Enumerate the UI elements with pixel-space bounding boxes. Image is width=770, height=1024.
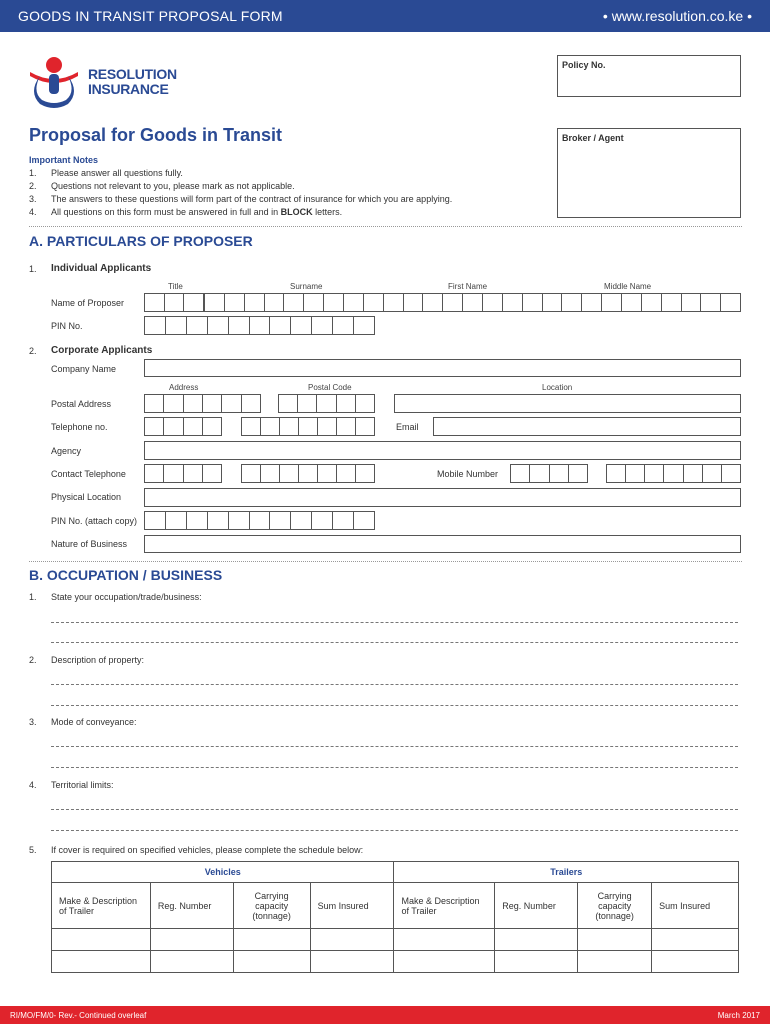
company-name-input[interactable] <box>144 359 741 377</box>
form-header-title: GOODS IN TRANSIT PROPOSAL FORM <box>18 8 283 24</box>
divider <box>29 226 742 227</box>
nature-of-business-label: Nature of Business <box>51 539 128 549</box>
company-name-label: Company Name <box>51 364 117 374</box>
table-cell[interactable] <box>578 929 652 951</box>
property-answer-line-1[interactable] <box>51 684 738 685</box>
table-row <box>52 929 739 951</box>
col-location: Location <box>542 383 573 392</box>
footer-bar <box>0 1006 770 1024</box>
divider <box>29 561 742 562</box>
item-number: 5. <box>29 845 37 855</box>
table-row <box>52 951 739 973</box>
table-cell[interactable] <box>52 929 151 951</box>
col-title: Title <box>168 282 183 291</box>
footer-reference: RI/MO/FM/0- Rev.- Continued overleaf <box>10 1011 147 1020</box>
pin-input[interactable] <box>144 316 375 335</box>
page-title: Proposal for Goods in Transit <box>29 125 283 145</box>
occupation-answer-line-1[interactable] <box>51 622 738 623</box>
broker-agent-label: Broker / Agent <box>562 133 624 143</box>
corporate-pin-input[interactable] <box>144 511 375 530</box>
table-cell[interactable] <box>233 951 310 973</box>
conveyance-answer-line-1[interactable] <box>51 746 738 747</box>
table-cell[interactable] <box>233 929 310 951</box>
email-label: Email <box>396 422 419 432</box>
location-input[interactable] <box>394 394 741 413</box>
territorial-answer-line-2[interactable] <box>51 830 738 831</box>
col-header: Make & Description of Trailer <box>394 883 495 929</box>
telephone-input-1[interactable] <box>144 417 222 436</box>
footer-date: March 2017 <box>717 1011 760 1020</box>
broker-agent-box[interactable] <box>557 128 741 218</box>
mobile-number-input-2[interactable] <box>606 464 741 483</box>
email-input[interactable] <box>433 417 741 436</box>
contact-telephone-input-2[interactable] <box>241 464 375 483</box>
col-first-name: First Name <box>448 282 488 291</box>
logo-text-line2: INSURANCE <box>88 81 169 97</box>
logo <box>26 52 186 110</box>
table-cell[interactable] <box>495 929 578 951</box>
vehicle-schedule-table <box>51 861 739 973</box>
policy-number-label: Policy No. <box>562 60 606 70</box>
note-item: 4. All questions on this form must be answered in full and in BLOCK letters. <box>29 207 343 217</box>
table-cell[interactable] <box>150 929 233 951</box>
col-header: Carrying capacity (tonnage) <box>578 883 652 929</box>
col-header: Reg. Number <box>150 883 233 929</box>
notes-list <box>29 167 452 219</box>
title-input[interactable] <box>144 293 204 312</box>
table-cell[interactable] <box>310 929 394 951</box>
col-middle-name: Middle Name <box>604 282 652 291</box>
pin-label: PIN No. <box>51 321 83 331</box>
occupation-answer-line-2[interactable] <box>51 642 738 643</box>
table-cell[interactable] <box>652 951 739 973</box>
physical-location-label: Physical Location <box>51 492 122 502</box>
item-number: 2. <box>29 655 37 665</box>
territorial-answer-line-1[interactable] <box>51 809 738 810</box>
item-number: 2. <box>29 346 37 356</box>
physical-location-input[interactable] <box>144 488 741 507</box>
telephone-input-2[interactable] <box>241 417 375 436</box>
note-item: 2. Questions not relevant to you, please mark as not applicable. <box>29 181 295 191</box>
agency-input[interactable] <box>144 441 741 460</box>
logo-text-line1: RESOLUTION <box>88 66 177 82</box>
mobile-number-label: Mobile Number <box>437 469 499 479</box>
col-surname: Surname <box>290 282 323 291</box>
col-address: Address <box>169 383 199 392</box>
note-item: 3. The answers to these questions will form part of the contract of insurance for which you are applying. <box>29 194 453 204</box>
contact-telephone-input-1[interactable] <box>144 464 222 483</box>
postal-code-input[interactable] <box>278 394 375 413</box>
table-cell[interactable] <box>150 951 233 973</box>
trailers-header: Trailers <box>394 862 739 883</box>
note-item: 1. Please answer all questions fully. <box>29 168 183 178</box>
schedule-question: If cover is required on specified vehicles, please complete the schedule below: <box>51 845 364 855</box>
conveyance-answer-line-2[interactable] <box>51 767 738 768</box>
item-number: 1. <box>29 264 37 274</box>
telephone-label: Telephone no. <box>51 422 108 432</box>
table-cell[interactable] <box>495 951 578 973</box>
individual-applicants-heading: Individual Applicants <box>51 263 152 274</box>
property-question: Description of property: <box>51 655 145 665</box>
postal-address-label: Postal Address <box>51 399 112 409</box>
conveyance-question: Mode of conveyance: <box>51 717 137 727</box>
table-cell[interactable] <box>52 951 151 973</box>
col-header: Sum Insured <box>652 883 739 929</box>
name-input[interactable] <box>204 293 741 312</box>
col-header: Reg. Number <box>495 883 578 929</box>
contact-telephone-label: Contact Telephone <box>51 469 126 479</box>
policy-number-box[interactable] <box>557 55 741 97</box>
postal-address-input[interactable] <box>144 394 261 413</box>
pin-attach-label: PIN No. (attach copy) <box>51 516 138 526</box>
nature-of-business-input[interactable] <box>144 535 741 553</box>
agency-label: Agency <box>51 446 82 456</box>
mobile-number-input-1[interactable] <box>510 464 588 483</box>
col-header: Carrying capacity (tonnage) <box>233 883 310 929</box>
vehicles-header: Vehicles <box>52 862 394 883</box>
notes-heading: Important Notes <box>29 155 99 165</box>
item-number: 1. <box>29 592 37 602</box>
section-a-title: A. PARTICULARS OF PROPOSER <box>29 233 253 249</box>
col-postal-code: Postal Code <box>308 383 352 392</box>
name-of-proposer-label: Name of Proposer <box>51 298 125 308</box>
property-answer-line-2[interactable] <box>51 705 738 706</box>
territorial-question: Territorial limits: <box>51 780 114 790</box>
occupation-question: State your occupation/trade/business: <box>51 592 202 602</box>
corporate-applicants-heading: Corporate Applicants <box>51 345 153 356</box>
col-header: Make & Description of Trailer <box>52 883 151 929</box>
col-header: Sum Insured <box>310 883 394 929</box>
table-cell[interactable] <box>394 929 495 951</box>
item-number: 3. <box>29 717 37 727</box>
header-bar <box>0 0 770 32</box>
table-cell[interactable] <box>310 951 394 973</box>
table-cell[interactable] <box>578 951 652 973</box>
section-b-title: B. OCCUPATION / BUSINESS <box>29 567 223 583</box>
website-link[interactable]: • www.resolution.co.ke • <box>602 8 752 24</box>
table-cell[interactable] <box>652 929 739 951</box>
logo-mark-icon <box>26 52 82 110</box>
table-cell[interactable] <box>394 951 495 973</box>
item-number: 4. <box>29 780 37 790</box>
